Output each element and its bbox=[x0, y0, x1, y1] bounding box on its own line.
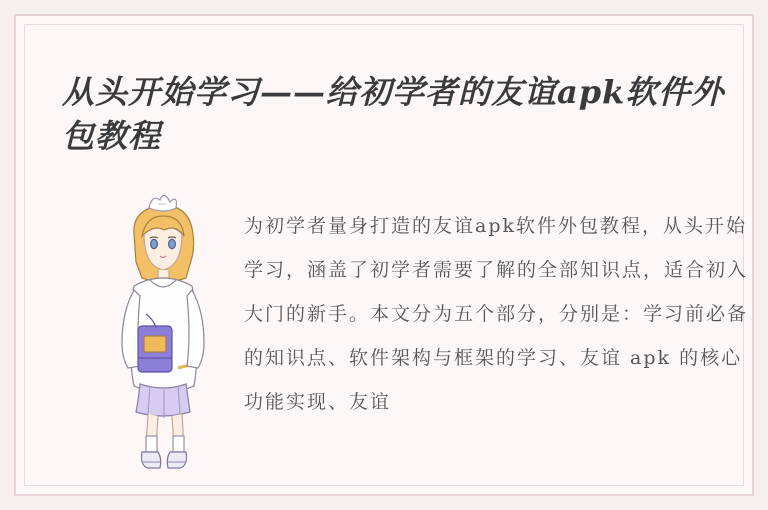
article-body: 为初学者量身打造的友谊apk软件外包教程，从头开始学习，涵盖了初学者需要了解的全部知识点，适合初入大门的新手。本文分为五个部分，分别是：学习前必备的知识点、软件架构与框架的学习、友谊 apk 的核心功能实现、友谊 bbox=[244, 215, 749, 413]
anime-girl-illustration bbox=[94, 186, 234, 486]
article-card bbox=[14, 14, 754, 496]
page-title: 从头开始学习——给初学者的友谊apk软件外包教程 bbox=[62, 73, 725, 155]
